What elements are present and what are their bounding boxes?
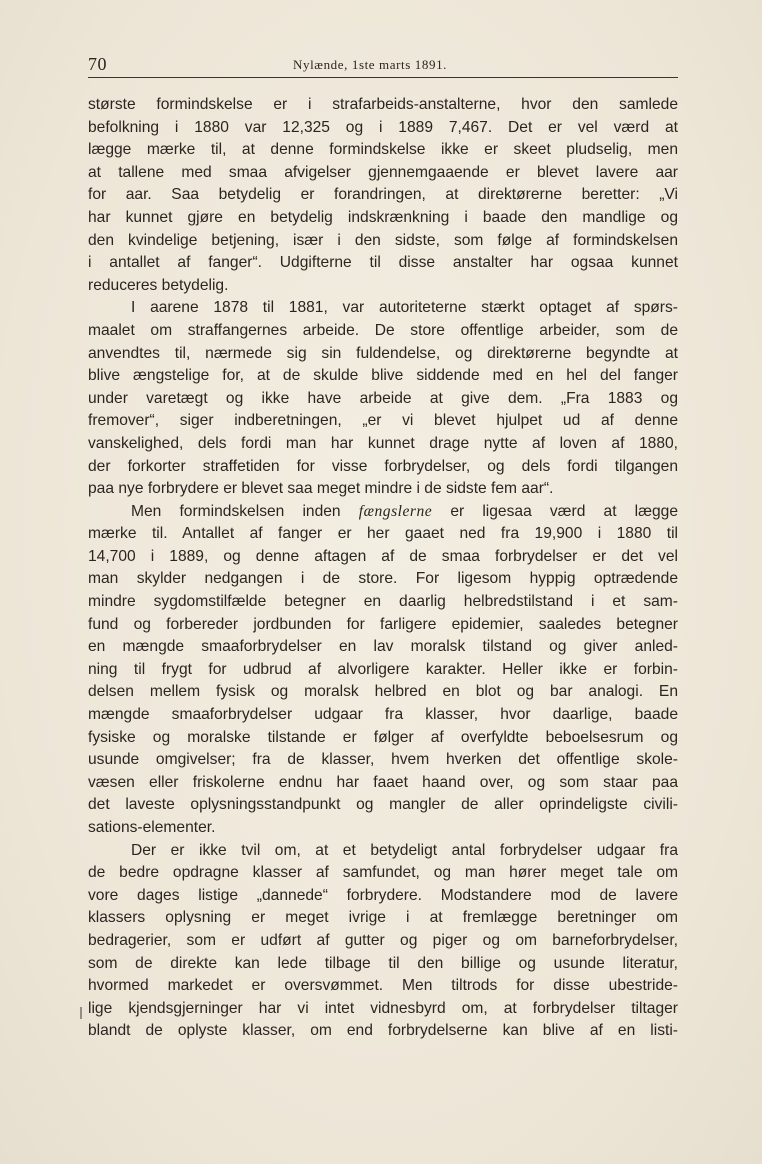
text-line: væsen eller friskolerne endnu har faaet haand over, og som staar paa [88,773,678,791]
text-line: det laveste oplysningsstandpunkt og mangler de aller oprindeligste civili- [88,796,678,814]
text-line: mærke til. Antallet af fanger er her gaaet ned fra 19,900 i 1880 til [88,525,678,543]
text-line: I aarene 1878 til 1881, var autoriteterne stærkt optaget af spørs- [131,299,678,317]
text-line: anvendtes til, nærmede sig sin fuldendelse, og direktørerne begyndte at [88,344,678,362]
italic-word: fængslerne [358,502,433,520]
text-line: fremover“, siger indberetningen, „er vi blevet hjulpet ud af denne [88,412,678,430]
text-line: under varetægt og ikke have arbeide at give dem. „Fra 1883 og [88,389,678,407]
text-line: fysiske og moralske tilstande er følger af overfyldte beboelsesrum og [88,728,678,746]
text-line: paa nye forbrydere er blevet saa meget mindre i de sidste fem aar“. [88,480,554,498]
text-line: i antallet af fanger“. Udgifterne til disse anstalter har ogsaa kunnet [88,254,678,272]
text-fragment: er ligesaa værd at lægge [450,502,679,520]
text-line: lægge mærke til, at denne formindskelse ikke er skeet pludselig, men [88,141,678,159]
body-text [88,94,678,1043]
text-line: den kvindelige betjening, især i den sidste, som følge af formindskelsen [88,231,678,249]
text-line: at tallene med smaa afvigelser gjennemgaaende er blevet lavere aar [88,163,678,181]
text-line: delsen mellem fysisk og moralsk helbred en blot og bar analogi. En [88,683,678,701]
text-line: reduceres betydelig. [88,276,229,294]
text-line: største formindskelse er i strafarbeids-anstalterne, hvor den samlede [88,96,678,113]
text-line: lige kjendsgjerninger har vi intet vidnesbyrd om, at forbrydelser tiltager [88,999,678,1017]
text-line: mindre sygdomstilfælde betegner en daarlig helbredstilstand i et sam- [88,593,678,611]
text-line: hvormed markedet er oversvømmet. Men tiltrods for disse ubestride- [88,977,678,995]
text-line: ning til frygt for udbrud af alvorligere karakter. Heller ikke er forbin- [88,660,678,678]
text-fragment: Men formindskelsen inden [131,502,341,520]
text-line: maalet om straffangernes arbeide. De store offentlige arbeider, som de [88,321,678,339]
margin-mark [80,1007,82,1019]
text-line: man skylder nedgangen i de store. For ligesom hyppig optrædende [88,570,678,588]
header-rule [88,77,678,78]
text-line: klassers oplysning er meget ivrige i at fremlægge beretninger om [88,909,678,927]
text-line: en mængde smaaforbrydelser en lav moralsk tilstand og giver anled- [88,638,678,656]
text-line: mængde smaaforbrydelser udgaar fra klasser, hvor daarlige, baade [88,706,678,724]
text-line: vore dages listige „dannede“ forbrydere. Modstandere mod de lavere [88,886,678,904]
text-line: de bedre opdragne klasser af samfundet, og man hører meget tale om [88,864,678,882]
text-line: 14,700 i 1889, og denne aftagen af de smaa forbrydelser er det vel [88,547,678,565]
text-line: befolkning i 1880 var 12,325 og i 1889 7,467. Det er vel værd at [88,118,678,136]
text-line: sations-elementer. [88,819,216,836]
text-line: fund og forbereder jordbunden for farligere epidemier, saaledes betegner [88,615,678,633]
text-line: der forkorter straffetiden for visse forbrydelser, og dels fordi tilgangen [88,457,678,475]
text-line: bedragerier, som er udført af gutter og piger og om barneforbrydelser, [88,931,678,949]
text-line: usunde omgivelser; fra de klasser, hvem hverken det offentlige skole- [88,751,678,769]
text-line: vanskelighed, dels fordi man har kunnet drage nytte af loven af 1880, [88,434,678,452]
text-line: for aar. Saa betydelig er forandringen, at direktørerne beretter: „Vi [88,186,678,204]
text-line: Der er ikke tvil om, at et betydeligt antal forbrydelser udgaar fra [131,841,678,859]
text-line: har kunnet gjøre en betydelig indskrænkning i baade den mandlige og [88,208,678,226]
running-head: Nylænde, 1ste marts 1891. [293,57,448,72]
text-line-with-italic [88,501,678,524]
page-number: 70 [88,54,107,74]
text-line: blandt de oplyste klasser, om end forbrydelserne kan blive af en listi- [88,1022,678,1040]
text-line: blive ængstelige for, at de skulde blive siddende med en hel del fanger [88,367,678,385]
text-line: som de direkte kan lede tilbage til den billige og usunde literatur, [88,954,678,972]
